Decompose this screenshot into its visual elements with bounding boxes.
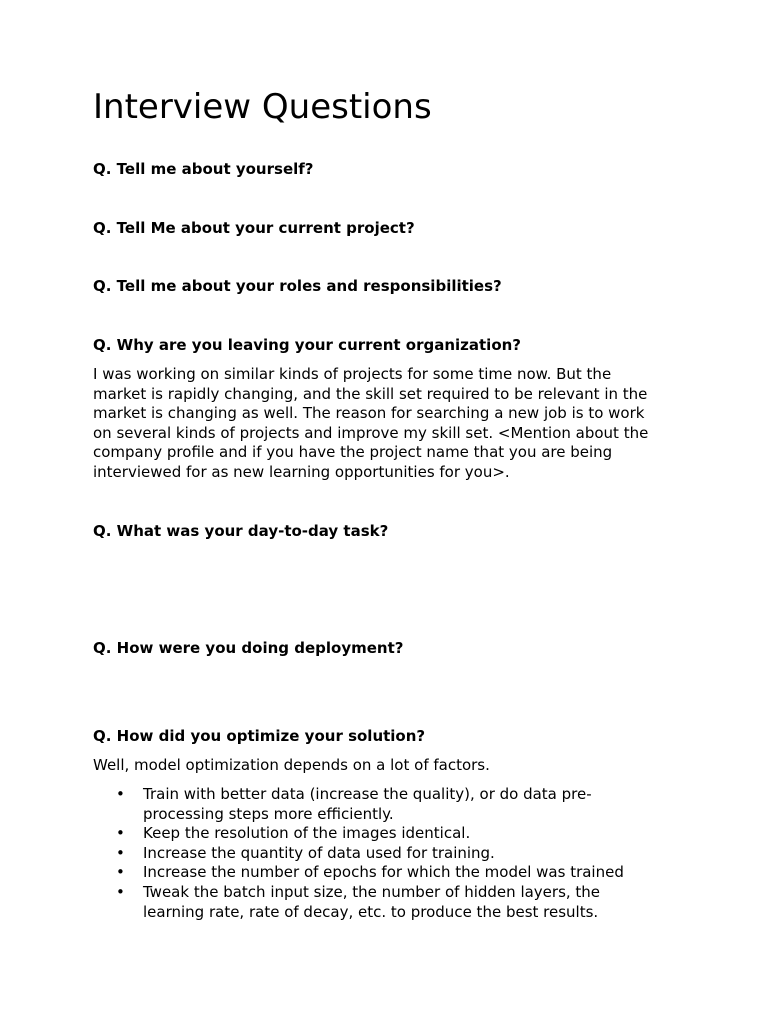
bullet-icon: • (116, 863, 125, 882)
answer-optimize-intro: Well, model optimization depends on a lot of factors. (93, 756, 490, 774)
document-title: Interview Questions (93, 87, 432, 127)
bullet-icon: • (116, 843, 125, 862)
answer-line: market is rapidly changing, and the skill set required to be relevant in the (93, 384, 648, 403)
list-item (93, 785, 624, 824)
answer-line: interviewed for as new learning opportunities for you>. (93, 462, 510, 481)
bullet-icon: • (116, 824, 125, 843)
list-item-line: Keep the resolution of the images identical. (143, 824, 471, 843)
answer-line: market is changing as well. The reason for searching a new job is to work (93, 404, 645, 423)
list-item-line: Increase the quantity of data used for training. (143, 843, 495, 862)
question-current-project: Q. Tell Me about your current project? (93, 219, 415, 237)
answer-line: on several kinds of projects and improve my skill set. <Mention about the (93, 423, 649, 442)
list-item (93, 844, 624, 864)
list-item (93, 883, 624, 922)
question-about-yourself: Q. Tell me about yourself? (93, 160, 314, 178)
answer-line: company profile and if you have the project name that you are being (93, 443, 613, 462)
question-day-to-day-task: Q. What was your day-to-day task? (93, 522, 389, 540)
list-item-line: learning rate, rate of decay, etc. to produce the best results. (143, 902, 599, 921)
answer-line: I was working on similar kinds of projects for some time now. But the (93, 365, 612, 383)
list-item-line: Tweak the batch input size, the number of hidden layers, the (143, 882, 601, 901)
bullet-icon: • (116, 882, 125, 901)
list-item-line: Train with better data (increase the quality), or do data pre- (143, 785, 592, 803)
question-optimize-solution: Q. How did you optimize your solution? (93, 727, 426, 745)
question-roles-responsibilities: Q. Tell me about your roles and responsibilities? (93, 277, 502, 295)
answer-leaving-organization (93, 365, 673, 483)
question-deployment: Q. How were you doing deployment? (93, 639, 404, 657)
list-item (93, 824, 624, 844)
list-item-line: Increase the number of epochs for which the model was trained (143, 863, 624, 882)
question-leaving-organization: Q. Why are you leaving your current organization? (93, 336, 522, 354)
list-item-line: processing steps more efficiently. (143, 804, 394, 823)
list-item (93, 863, 624, 883)
optimization-points-list (93, 785, 624, 922)
bullet-icon: • (116, 785, 125, 803)
